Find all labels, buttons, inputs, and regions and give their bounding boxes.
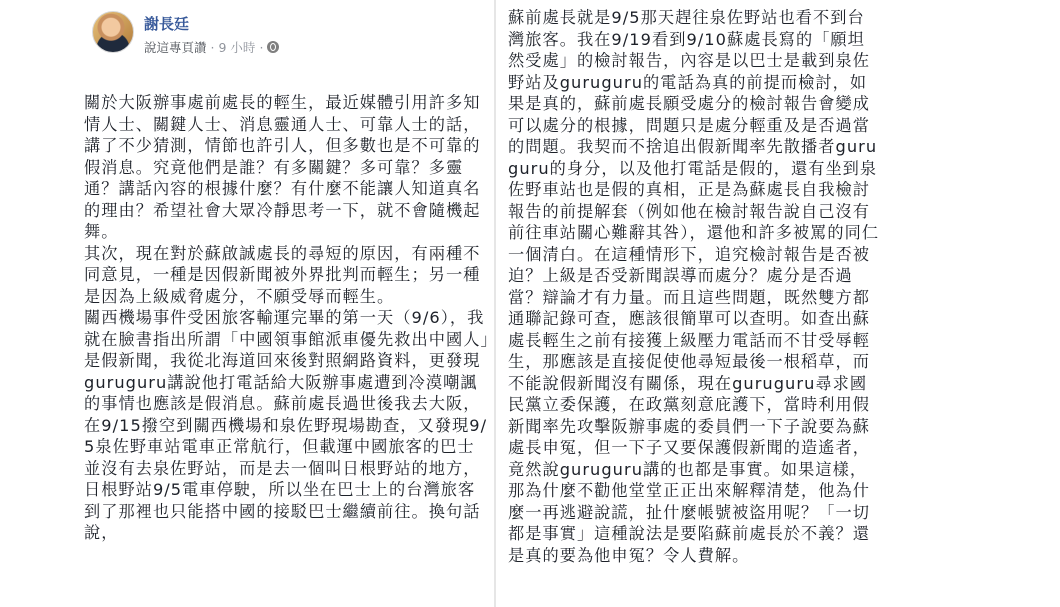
- post-time[interactable]: 9 小時: [218, 40, 256, 55]
- paragraph-3: 關西機場事件受困旅客輸運完畢的第一天（9/6），我就在臉書指出所謂「中國領事館派車優先救出中國人」是假新聞，我從北海道回來後對照網路資料，更發現guruguru講說他打電話給大阪辦事處遭到冷漠嘲諷的事情也應該是假消息。蘇前處長過世後我去大阪，在9/15撥空到關西機場和泉佐野現場勘查，又發現9/5泉佐野車站電車正常航行，但載運中國旅客的巴士並沒有去泉佐野站，而是去一個叫日根野站的地方，日根野站9/5電車停駛，所以坐在巴士上的台灣旅客到了那裡也只能搭中國的接駁巴士繼續前往。換句話說，: [84, 308, 490, 542]
- meta-separator-2: ·: [259, 39, 264, 55]
- post-meta: [144, 38, 279, 56]
- post-left-column: [82, 0, 490, 607]
- paragraph-1: 關於大阪辦事處前處長的輕生，最近媒體引用許多知情人士、關鍵人士、消息靈通人士、可靠人士的話，講了不少猜測，情節也許引人，但多數也是不可靠的假消息。究竟他們是誰？有多關鍵？多可靠？多靈通？講話內容的根據什麼？有什麼不能讓人知道真名的理由？希望社會大眾冷靜思考一下，就不會隨機起舞。: [84, 93, 481, 241]
- post-right-column: [508, 0, 880, 607]
- globe-icon[interactable]: [267, 41, 279, 53]
- source-label[interactable]: 說這專頁讚: [144, 40, 207, 55]
- post-body-left: [82, 92, 490, 544]
- post-header: [82, 0, 490, 62]
- paragraph-2: 其次，現在對於蘇啟誠處長的尋短的原因，有兩種不同意見，一種是因假新聞被外界批判而輕生；另一種是因為上級威脅處分，不願受辱而輕生。: [84, 243, 481, 306]
- avatar[interactable]: [92, 11, 134, 53]
- post-body-right: [508, 7, 880, 566]
- column-divider: [494, 0, 496, 607]
- paragraph-continued: 蘇前處長就是9/5那天趕往泉佐野站也看不到台灣旅客。我在9/19看到9/10蘇處長寫的「願坦然受處」的檢討報告，內容是以巴士是載到泉佐野站及guruguru的電話為真的前提而檢討，如果是真的，蘇前處長願受處分的檢討報告會變成可以處分的根據，問題只是處分輕重及是否過當的問題。我契而不捨追出假新聞率先散播者guruguru的身分，以及他打電話是假的，還有坐到泉佐野車站也是假的真相，正是為蘇處長自我檢討報告的前提解套（例如他在檢討報告說自己沒有前往車站關心難辭其咎），還他和許多被罵的同仁一個清白。在這種情形下，追究檢討報告是否被迫？上級是否受新聞誤導而處分？處分是否過當？辯論才有力量。而且這些問題，既然雙方都通聯記錄可查，應該很簡單可以查明。如查出蘇處長輕生之前有接獲上級壓力電話而不甘受辱輕生，那應該是直接促使他尋短最後一根稻草，而不能說假新聞沒有關係，現在guruguru尋求國民黨立委保護，在政黨刻意庇護下，當時利用假新聞率先攻擊阪辦事處的委員們一下子說要為蘇處長申冤，但一下子又要保護假新聞的造遙者，竟然說guruguru講的也都是事實。如果這樣，那為什麼不勸他堂堂正正出來解釋清楚，他為什麼一再逃避說謊，扯什麼帳號被盜用呢？「一切都是事實」這種說法是要陷蘇前處長於不義？還是真的要為他申冤？令人費解。: [508, 8, 880, 565]
- author-name[interactable]: 謝長廷: [144, 15, 190, 33]
- meta-separator: ·: [210, 39, 215, 55]
